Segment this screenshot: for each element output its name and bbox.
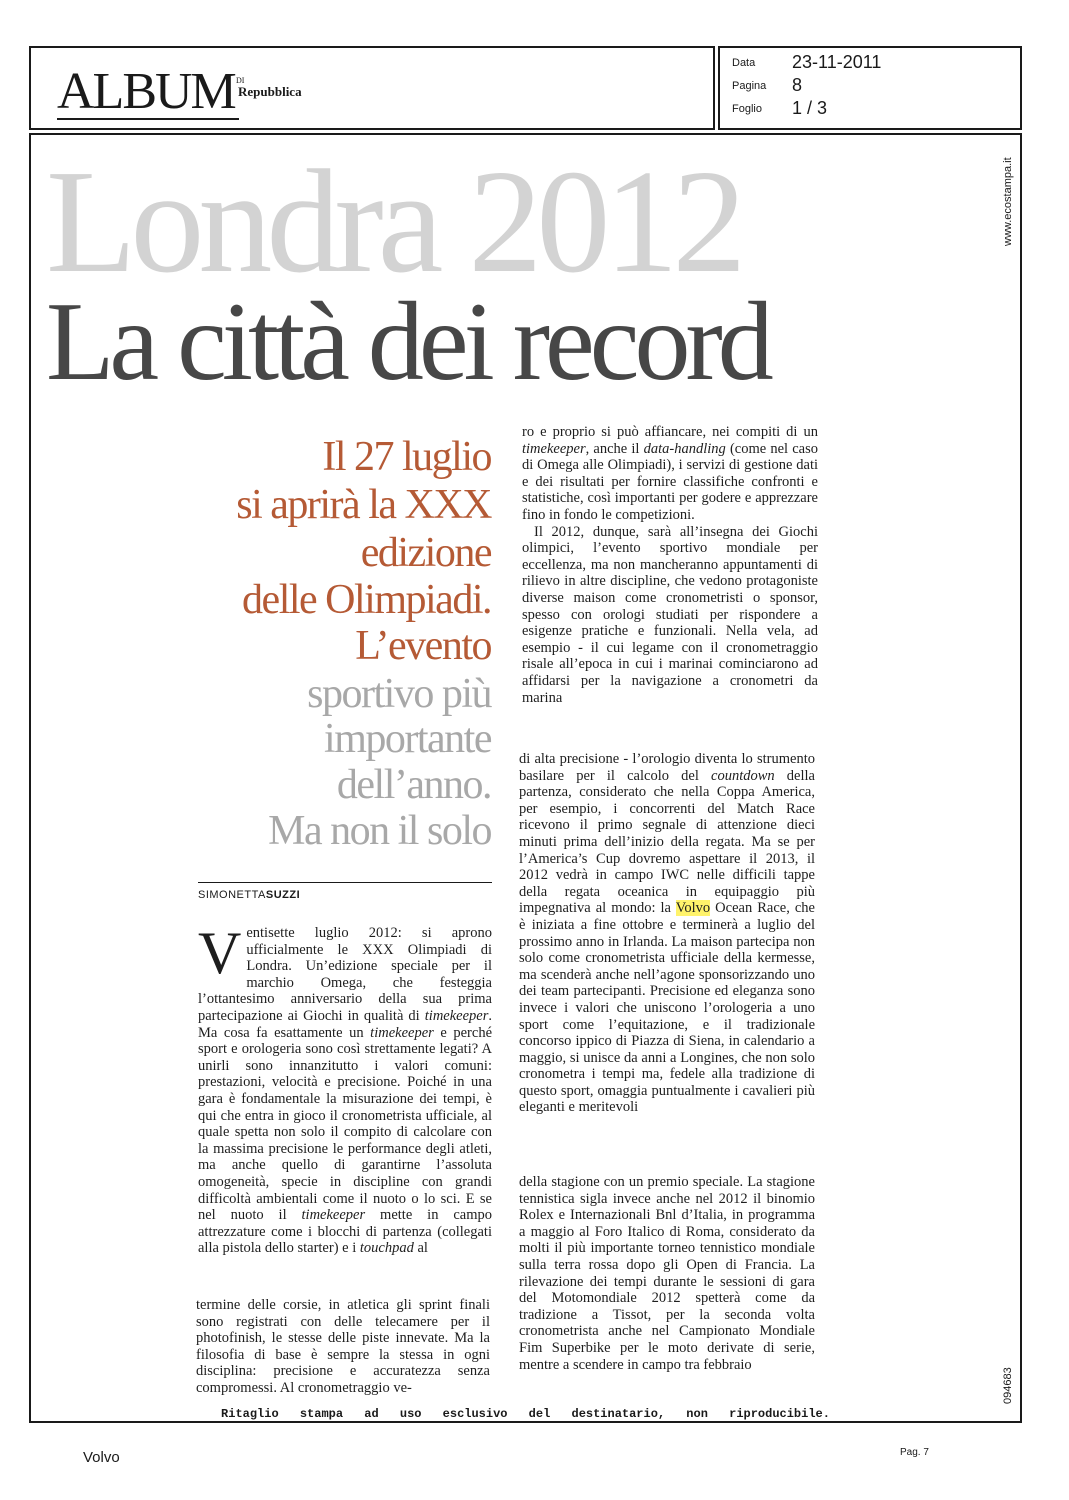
footer-page-number: Pag. 7 xyxy=(900,1447,929,1458)
meta-row-page xyxy=(732,75,802,96)
deck-line: Ma non il solo xyxy=(268,808,491,854)
publication-logo-di: DI xyxy=(236,76,245,85)
body-column-2-top: ro e proprio si può affiancare, nei compiti di un timekeeper, anche il data-handling (come nel caso di Omega alle Olimpiadi), i servizi di gestione dati e dei risultati per fornire classifiche confronti e statistiche, così importanti per godere e apprezzare fino in fondo le competizioni. Il 2012, dunque, sarà all’insegna dei Giochi olimpici, l’evento sportivo mondiale per eccellenza, ma non mancheranno appuntamenti di rilievo in altre discipline, che vedono protagoniste diverse maison come cronometristi o sponsor, spesso con orologi studiati per rispondere a esigenze pratiche e funzionali. Nella vela, ad esempio - il cui legame con il cronometraggio risale all’epoca in cui i marinai cominciarono ad affidarsi per la navigazione a cronometri da marina xyxy=(522,424,818,706)
body-column-1-bottom: termine delle corsie, in atletica gli sprint finali sono registrati con delle telecamere per il photofinish, le stesse delle piste innevate. Ma la filosofia di base è sempre la stessa in ogni disciplina: precisione e accuratezza senza compromessi. Al cronometraggio ve- xyxy=(196,1297,490,1396)
deck-line: delle Olimpiadi. xyxy=(242,577,491,623)
clipping-meta-box xyxy=(718,46,1022,130)
deck-line: dell’anno. xyxy=(336,762,491,808)
deck-line: sportivo più xyxy=(307,671,491,717)
publication-logo: ALBUM xyxy=(57,66,239,120)
meta-label: Pagina xyxy=(732,79,767,92)
deck-line: edizione xyxy=(360,530,491,576)
dropcap: V xyxy=(198,920,242,986)
byline-last: SUZZI xyxy=(265,889,301,901)
byline-rule xyxy=(198,882,492,883)
body-column-2-bottom: della stagione con un premio speciale. La stagione tennistica sigla invece anche nel 2012 il binomio Rolex e Internazionali Bnl d’Italia, in programma a maggio al Foro Italico di Roma, considerato da molti il più importante torneo tennistico mondiale sulla terra rossa dopo gli Open di Francia. La rilevazione dei tempi durante le sessioni di gara del Motomondiale 2012 spetterà come da tradizione a Tissot, per la seconda volta cronometrista anche nel Campionato Mondiale Fim Superbike per le moto derivate di serie, mentre a scendere in campo tra febbraio xyxy=(519,1174,815,1373)
masthead-box xyxy=(29,46,715,130)
headline-kicker: Londra 2012 xyxy=(46,140,741,304)
meta-row-date xyxy=(732,52,881,73)
deck-line: importante xyxy=(324,716,491,762)
meta-label: Foglio xyxy=(732,102,762,115)
clipping-disclaimer: Ritaglio stampa ad uso esclusivo del destinatario, non riproducibile. xyxy=(221,1407,830,1421)
publication-logo-sub: Repubblica xyxy=(238,84,302,99)
side-code: 094683 xyxy=(1002,1367,1014,1404)
highlighted-brand: Volvo xyxy=(675,900,711,917)
body-column-1: Ventisette luglio 2012: si aprono ufficialmente le XXX Olimpiadi di Londra. Un’edizione speciale per il marchio Omega, che festeggia l’ottantesimo anniversario della sua prima partecipazione ai Giochi in qualità di timekeeper. Ma cosa fa esattamente un timekeeper e perché sport e orologeria sono così strettamente legati? A unirli sono innanzitutto i valori comuni: prestazioni, velocità e precisione. Poiché in una gara è fondamentale la misurazione dei tempi, è qui che entra in gioco il cronometrista ufficiale, al quale spetta non solo il compito di calcolare con la massima precisione le performance degli atleti, ma anche quello di garantirne l’assoluta omogeneità, specie in discipline con grandi difficoltà ambientali come il nuoto o lo sci. E se nel nuoto il timekeeper mette in campo attrezzature come i blocchi di partenza (collegati alla pistola dello starter) e i touchpad al xyxy=(198,920,493,1257)
meta-value: 1 / 3 xyxy=(792,98,828,118)
meta-label: Data xyxy=(732,56,756,69)
side-website: www.ecostampa.it xyxy=(1002,157,1014,246)
byline-first: SIMONETTA xyxy=(198,889,266,901)
byline xyxy=(198,889,300,901)
body-column-2-middle: di alta precisione - l’orologio diventa lo strumento basilare per il calcolo del countdown della partenza, considerato che nella Coppa America, per esempio, i concorrenti del Match Race ricevono il primo segnale di attenzione dieci minuti prima dell’inizio della regata. Ma se per l’America’s Cup dovremo aspettare il 2013, il 2012 vedrà in campo IWC nelle difficili tappe della regata oceanica in equipaggio più impegnativa al mondo: la Volvo Ocean Race, che è iniziata a fine ottobre e terminerà a luglio del prossimo anno in Irlanda. La maison partecipa non solo come cronometrista ufficiale della kermesse, ma scenderà anche nell’agone sponsorizzando uno dei team partecipanti. Precisione ed eleganza sono invece i valori che uniscono l’orologeria a uno sport come l’equitazione, e il tradizionale concorso ippico di Piazza di Siena, in calendario a maggio, si unisce da anni a Longines, che non solo cronometra i tempi ma, fedele alla tradizione di questo sport, omaggia puntualmente i cavalieri più eleganti e meritevoli xyxy=(519,751,815,1116)
deck-line: si aprirà la XXX xyxy=(236,482,491,528)
headline-main: La città dei record xyxy=(46,280,769,404)
deck-line: Il 27 luglio xyxy=(322,434,491,480)
meta-value: 8 xyxy=(792,75,803,95)
meta-value: 23-11-2011 xyxy=(792,52,882,72)
meta-row-sheet xyxy=(732,98,827,119)
deck-line: L’evento xyxy=(355,623,491,669)
footer-brand: Volvo xyxy=(83,1449,120,1466)
